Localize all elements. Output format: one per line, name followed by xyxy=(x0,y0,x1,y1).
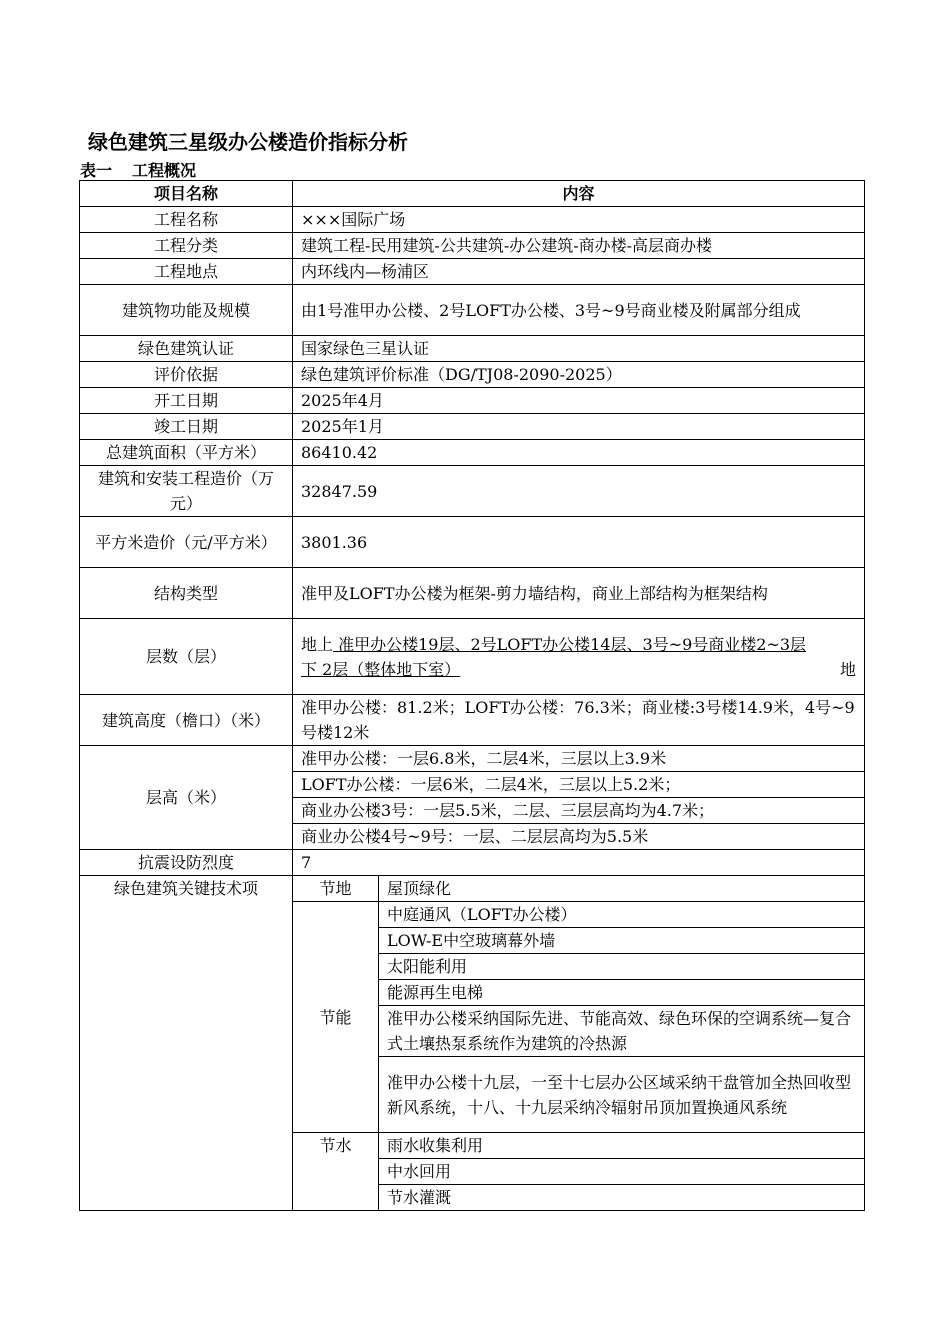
floors-below xyxy=(301,657,856,682)
row-label: 建筑和安装工程造价（万元） xyxy=(80,466,293,517)
building-height-row xyxy=(80,695,865,746)
storey-height-line: LOFT办公楼：一层6米，二层4米，三层以上5.2米； xyxy=(293,772,865,798)
row-label: 工程分类 xyxy=(80,233,293,259)
header-row xyxy=(80,181,865,207)
row-label: 评价依据 xyxy=(80,362,293,388)
floors-below-text: 下 2层（整体地下室） xyxy=(301,659,461,679)
seismic-label: 抗震设防烈度 xyxy=(80,850,293,876)
row-value: 3801.36 xyxy=(293,517,865,568)
row-label: 绿色建筑认证 xyxy=(80,336,293,362)
document-title: 绿色建筑三星级办公楼造价指标分析 xyxy=(88,130,408,154)
seismic-row xyxy=(80,850,865,876)
tech-item: 雨水收集利用 xyxy=(379,1133,865,1159)
tech-item: 能源再生电梯 xyxy=(379,980,865,1006)
row-value: 32847.59 xyxy=(293,466,865,517)
green-tech-row xyxy=(80,876,865,902)
floors-row xyxy=(80,619,865,695)
row-value: 建筑工程-民用建筑-公共建筑-办公建筑-商办楼-高层商办楼 xyxy=(293,233,865,259)
row-value: ×××国际广场 xyxy=(293,207,865,233)
row-label: 工程地点 xyxy=(80,259,293,285)
row-label: 工程名称 xyxy=(80,207,293,233)
row-value: 绿色建筑评价标准（DG/TJ08-2090-2025） xyxy=(293,362,865,388)
header-content: 内容 xyxy=(293,181,865,207)
table-row xyxy=(80,568,865,619)
project-overview-table xyxy=(79,180,865,1211)
group-land-saving: 节地 xyxy=(293,876,379,902)
floors-above-text: 准甲办公楼19层、2号LOFT办公楼14层、3号~9号商业楼2~3层 xyxy=(333,634,807,654)
row-label: 建筑物功能及规模 xyxy=(80,285,293,336)
table-row xyxy=(80,362,865,388)
group-energy-saving: 节能 xyxy=(293,902,379,1133)
floors-below-prefix: 地 xyxy=(840,659,857,679)
storey-height-row xyxy=(80,746,865,772)
row-value: 86410.42 xyxy=(293,440,865,466)
row-value: 由1号准甲办公楼、2号LOFT办公楼、3号~9号商业楼及附属部分组成 xyxy=(293,285,865,336)
row-label: 总建筑面积（平方米） xyxy=(80,440,293,466)
storey-height-label: 层高（米） xyxy=(80,746,293,850)
table-row xyxy=(80,259,865,285)
row-label: 竣工日期 xyxy=(80,414,293,440)
table-row xyxy=(80,517,865,568)
row-value: 2025年1月 xyxy=(293,414,865,440)
floors-label: 层数（层） xyxy=(80,619,293,695)
table-row xyxy=(80,388,865,414)
table-name: 工程概况 xyxy=(132,161,197,180)
table-row xyxy=(80,440,865,466)
table-row xyxy=(80,285,865,336)
row-value: 国家绿色三星认证 xyxy=(293,336,865,362)
tech-item: 中水回用 xyxy=(379,1159,865,1185)
tech-item: 节水灌溉 xyxy=(379,1185,865,1211)
row-label: 开工日期 xyxy=(80,388,293,414)
storey-height-line: 商业办公楼4号~9号：一层、二层层高均为5.5米 xyxy=(293,824,865,850)
green-tech-label: 绿色建筑关键技术项 xyxy=(80,876,293,1211)
seismic-value: 7 xyxy=(293,850,865,876)
tech-item: 准甲办公楼采纳国际先进、节能高效、绿色环保的空调系统—复合式土壤热泵系统作为建筑的冷热源 xyxy=(379,1006,865,1057)
tech-item: 屋顶绿化 xyxy=(379,876,865,902)
floors-value xyxy=(293,619,865,695)
floors-above xyxy=(301,632,856,657)
tech-item: 太阳能利用 xyxy=(379,954,865,980)
storey-height-line: 准甲办公楼：一层6.8米，二层4米，三层以上3.9米 xyxy=(293,746,865,772)
row-label: 平方米造价（元/平方米） xyxy=(80,517,293,568)
row-value: 准甲及LOFT办公楼为框架-剪力墙结构，商业上部结构为框架结构 xyxy=(293,568,865,619)
tech-item: 准甲办公楼十九层，一至十七层办公区域采纳干盘管加全热回收型新风系统，十八、十九层采纳冷辐射吊顶加置换通风系统 xyxy=(379,1057,865,1133)
table-row xyxy=(80,207,865,233)
tech-item: 中庭通风（LOFT办公楼） xyxy=(379,902,865,928)
table-row xyxy=(80,233,865,259)
table-row xyxy=(80,414,865,440)
height-label: 建筑高度（檐口）（米） xyxy=(80,695,293,746)
table-caption xyxy=(80,158,196,181)
table-row xyxy=(80,336,865,362)
floors-above-prefix: 地上 xyxy=(301,634,334,654)
row-value: 2025年4月 xyxy=(293,388,865,414)
row-label: 结构类型 xyxy=(80,568,293,619)
tech-item: LOW-E中空玻璃幕外墙 xyxy=(379,928,865,954)
height-value: 准甲办公楼：81.2米；LOFT办公楼：76.3米；商业楼:3号楼14.9米，4号~9号楼12米 xyxy=(293,695,865,746)
storey-height-line: 商业办公楼3号：一层5.5米，二层、三层层高均为4.7米； xyxy=(293,798,865,824)
table-number: 表一 xyxy=(80,161,113,180)
row-value: 内环线内—杨浦区 xyxy=(293,259,865,285)
header-item: 项目名称 xyxy=(80,181,293,207)
group-water-saving: 节水 xyxy=(293,1133,379,1211)
table-row xyxy=(80,466,865,517)
